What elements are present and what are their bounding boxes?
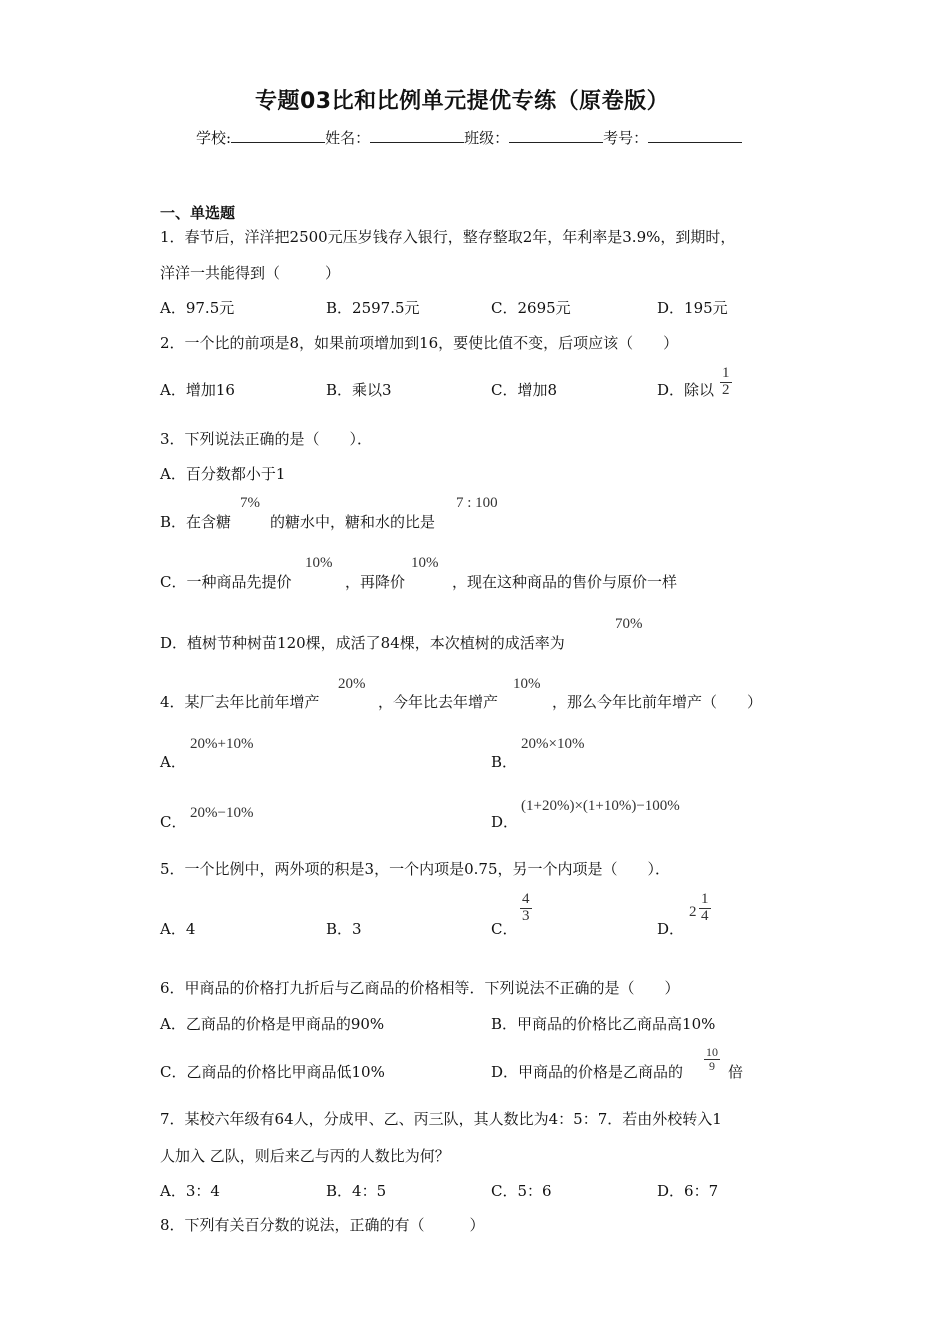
- q1-text-line2: 洋洋一共能得到（ ）: [160, 264, 341, 282]
- q2-option-c: C．增加8: [491, 381, 558, 399]
- q6-option-c: C．乙商品的价格比甲商品低10%: [160, 1063, 385, 1081]
- q2-option-d-fraction: [720, 366, 732, 399]
- q5-option-d-whole: 2: [689, 904, 697, 920]
- q5-option-d-fraction: [699, 892, 711, 925]
- q7-text-line1: 7．某校六年级有64人，分成甲、乙、丙三队，其人数比为4：5：7．若由外校转入1: [160, 1110, 722, 1128]
- q6-option-b: B．甲商品的价格比乙商品高10%: [491, 1015, 716, 1033]
- q7-option-d: D．6：7: [657, 1182, 719, 1200]
- q7-option-a: A．3：4: [160, 1182, 220, 1200]
- q3-option-b-middle: 的糖水中，糖和水的比是: [270, 513, 436, 531]
- q6-option-d-fraction: [704, 1046, 720, 1072]
- q3-option-d-percent: 70%: [615, 616, 643, 632]
- name-label: 姓名：: [325, 129, 371, 147]
- q1-option-b: B．2597.5元: [326, 299, 420, 317]
- q3-option-b-percent: 7%: [240, 495, 260, 511]
- q3-option-c-prefix: C．一种商品先提价: [160, 573, 292, 591]
- q5-option-c-label: C．: [491, 920, 518, 938]
- q5-option-c-fraction: [520, 892, 532, 925]
- q2-option-a: A．增加16: [160, 381, 235, 399]
- q5-text: 5．一个比例中，两外项的积是3，一个内项是0.75，另一个内项是（ ）．: [160, 860, 670, 878]
- q5-d-denominator: 4: [701, 907, 709, 924]
- school-blank: [231, 128, 325, 143]
- q6-d-numerator: 10: [706, 1045, 718, 1059]
- q1-text-line1: 1．春节后，洋洋把2500元压岁钱存入银行，整存整取2年，年利率是3.9%，到期时，: [160, 228, 736, 246]
- q4-text-suffix: ，那么今年比前年增产（ ）: [552, 693, 763, 711]
- q4-option-d-label: D．: [491, 813, 519, 831]
- q6-text: 6．甲商品的价格打九折后与乙商品的价格相等．下列说法不正确的是（ ）: [160, 979, 680, 997]
- q4-option-b-expression: 20%×10%: [521, 736, 585, 752]
- q2-d-denominator: 2: [722, 381, 730, 398]
- class-label: 班级：: [464, 129, 510, 147]
- q4-option-a-label: A．: [160, 753, 186, 771]
- q1-option-d: D．195元: [657, 299, 728, 317]
- q3-text: 3．下列说法正确的是（ ）．: [160, 430, 373, 448]
- q6-option-a: A．乙商品的价格是甲商品的90%: [160, 1015, 385, 1033]
- q6-d-denominator: 9: [709, 1058, 715, 1073]
- q5-c-denominator: 3: [522, 907, 530, 924]
- q7-option-c: C．5：6: [491, 1182, 552, 1200]
- school-label: 学校:: [196, 129, 232, 147]
- q4-option-d-expression: (1+20%)×(1+10%)−100%: [521, 798, 680, 814]
- page-title: 专题03比和比例单元提优专练（原卷版）: [255, 89, 670, 114]
- q6-option-d-suffix: 倍: [728, 1063, 744, 1081]
- q1-option-c: C．2695元: [491, 299, 571, 317]
- q4-option-a-expression: 20%+10%: [190, 736, 254, 752]
- q4-option-c-expression: 20%−10%: [190, 805, 254, 821]
- q2-text: 2．一个比的前项是8，如果前项增加到16，要使比值不变，后项应该（ ）: [160, 334, 679, 352]
- q8-text: 8．下列有关百分数的说法，正确的有（ ）: [160, 1216, 485, 1234]
- class-blank: [509, 128, 603, 143]
- q2-option-b: B．乘以3: [326, 381, 392, 399]
- q7-option-b: B．4：5: [326, 1182, 387, 1200]
- q3-option-c-middle: ，再降价: [345, 573, 406, 591]
- q3-option-c-percent2: 10%: [411, 555, 439, 571]
- exam-no-blank: [648, 128, 742, 143]
- exam-no-label: 考号：: [603, 129, 649, 147]
- student-info-line: [196, 127, 742, 148]
- q5-c-numerator: 4: [522, 891, 530, 907]
- q6-option-d-prefix: D．甲商品的价格是乙商品的: [491, 1063, 684, 1081]
- q2-option-d: D．除以: [657, 381, 715, 399]
- q4-text-prefix: 4．某厂去年比前年增产: [160, 693, 320, 711]
- q4-option-b-label: B．: [491, 753, 518, 771]
- q5-d-numerator: 1: [701, 891, 709, 907]
- q5-option-d-label: D．: [657, 920, 685, 938]
- q3-option-d-prefix: D．植树节种树苗120棵，成活了84棵，本次植树的成活率为: [160, 634, 565, 652]
- q4-percent2: 10%: [513, 676, 541, 692]
- q3-option-b-ratio: 7 : 100: [456, 495, 498, 511]
- q4-percent1: 20%: [338, 676, 366, 692]
- section-heading: 一、单选题: [160, 204, 236, 222]
- q1-option-a: A．97.5元: [160, 299, 235, 317]
- q7-text-line2: 人加入 乙队，则后来乙与丙的人数比为何？: [160, 1147, 450, 1165]
- q3-option-c-percent1: 10%: [305, 555, 333, 571]
- q4-option-c-label: C．: [160, 813, 187, 831]
- q5-option-b: B．3: [326, 920, 362, 938]
- name-blank: [370, 128, 464, 143]
- q3-option-b-prefix: B．在含糖: [160, 513, 232, 531]
- q3-option-c-suffix: ，现在这种商品的售价与原价一样: [452, 573, 678, 591]
- q5-option-a: A．4: [160, 920, 196, 938]
- q3-option-a: A．百分数都小于1: [160, 465, 286, 483]
- q4-text-middle: ，今年比去年增产: [378, 693, 499, 711]
- q2-d-numerator: 1: [722, 365, 730, 381]
